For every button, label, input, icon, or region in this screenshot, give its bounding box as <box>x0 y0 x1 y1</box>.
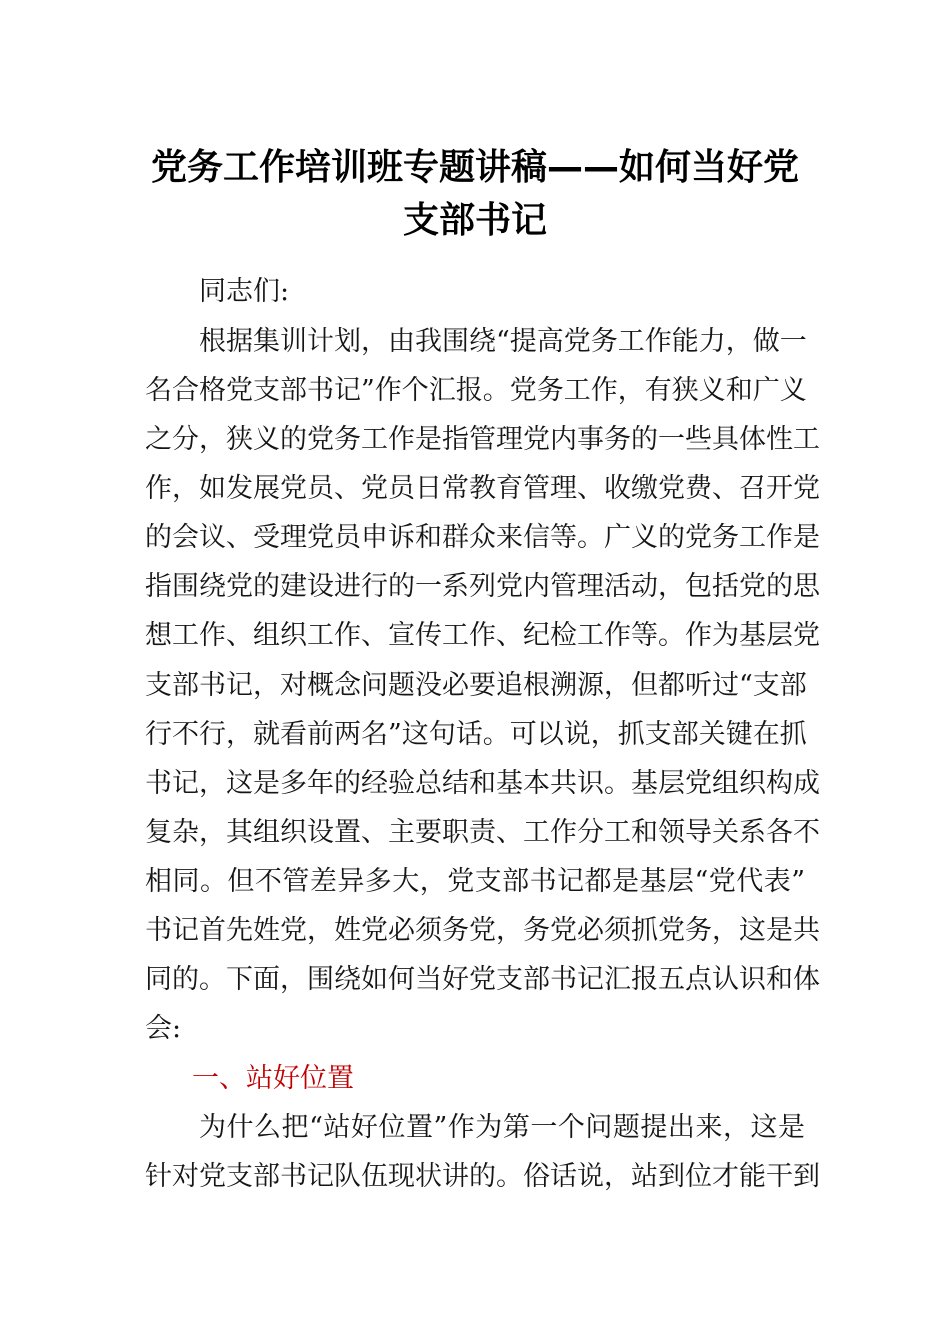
paragraph-line: 根据集训计划，由我围绕“提高党务工作能力，做一 <box>199 326 807 357</box>
document-title-line-2: 支部书记 <box>402 200 547 241</box>
paragraph-line: 之分，狭义的党务工作是指管理党内事务的一些具体性工 <box>145 424 820 455</box>
salutation: 同志们: <box>199 276 290 307</box>
paragraph-line: 书记，这是多年的经验总结和基本共识。基层党组织构成 <box>145 768 820 799</box>
paragraph-line: 同的。下面，围绕如何当好党支部书记汇报五点认识和体 <box>145 964 820 995</box>
paragraph-line: 名合格党支部书记”作个汇报。党务工作，有狭义和广义 <box>145 375 807 406</box>
paragraph-line: 为什么把“站好位置”作为第一个问题提出来，这是 <box>199 1112 805 1143</box>
paragraph-line: 会: <box>145 1013 182 1044</box>
paragraph-line: 指围绕党的建设进行的一系列党内管理活动，包括党的思 <box>145 571 820 602</box>
paragraph-line: 支部书记，对概念问题没必要追根溯源，但都听过“支部 <box>145 670 807 701</box>
paragraph-line: 作，如发展党员、党员日常教育管理、收缴党费、召开党 <box>145 473 820 504</box>
paragraph-line: 的会议、受理党员申诉和群众来信等。广义的党务工作是 <box>145 522 820 553</box>
paragraph-line: 想工作、组织工作、宣传工作、纪检工作等。作为基层党 <box>145 620 820 651</box>
paragraph-line: 相同。但不管差异多大，党支部书记都是基层“党代表” <box>145 866 805 897</box>
document-title-line-1: 党务工作培训班专题讲稿——如何当好党 <box>150 147 799 188</box>
paragraph-line: 复杂，其组织设置、主要职责、工作分工和领导关系各不 <box>145 817 820 848</box>
paragraph-line: 针对党支部书记队伍现状讲的。俗话说，站到位才能干到 <box>145 1161 820 1192</box>
paragraph-line: 书记首先姓党，姓党必须务党，务党必须抓党务，这是共 <box>145 915 820 946</box>
section-heading-1: 一、站好位置 <box>192 1063 354 1094</box>
paragraph-line: 行不行，就看前两名”这句话。可以说，抓支部关键在抓 <box>145 719 807 750</box>
